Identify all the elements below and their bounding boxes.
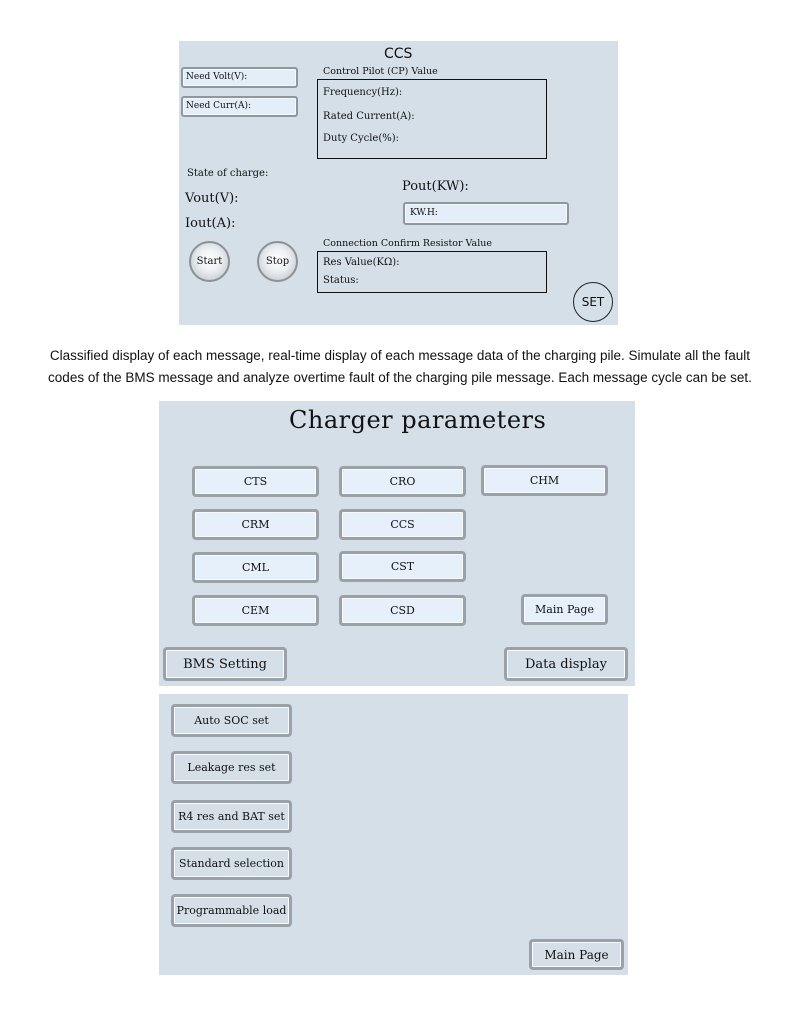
data-display-button[interactable]: Data display [504, 647, 628, 681]
duty-cycle-label: Duty Cycle(%): [323, 133, 399, 144]
pout-label: Pout(KW): [402, 179, 469, 194]
ccs-button[interactable]: CCS [339, 509, 466, 540]
kwh-field[interactable]: KW.H: [403, 202, 569, 225]
ccs-panel [179, 41, 618, 325]
r4-res-bat-set-button[interactable]: R4 res and BAT set [171, 800, 292, 833]
cem-button[interactable]: CEM [192, 595, 319, 626]
programmable-load-button[interactable]: Programmable load [171, 894, 292, 927]
cro-button[interactable]: CRO [339, 466, 466, 497]
need-volt-field[interactable]: Need Volt(V): [181, 67, 298, 88]
vout-label: Vout(V): [185, 191, 239, 206]
standard-selection-button[interactable]: Standard selection [171, 847, 292, 880]
main-page-button[interactable]: Main Page [521, 594, 608, 625]
cp-value-box [317, 79, 547, 159]
charger-parameters-panel [159, 401, 635, 686]
bms-setting-button[interactable]: BMS Setting [163, 647, 287, 681]
main-page-button-settings[interactable]: Main Page [529, 939, 624, 970]
csd-button[interactable]: CSD [339, 595, 466, 626]
stop-button[interactable]: Stop [257, 241, 298, 282]
cp-section-label: Control Pilot (CP) Value [323, 66, 438, 77]
start-button[interactable]: Start [189, 241, 230, 282]
ccs-title: CCS [384, 46, 413, 62]
iout-label: Iout(A): [185, 216, 236, 231]
charger-parameters-title: Charger parameters [289, 406, 547, 434]
caption-line-2: codes of the BMS message and analyze overtime fault of the charging pile message. Each message cycle can be set. [48, 370, 752, 385]
leakage-res-set-button[interactable]: Leakage res set [171, 751, 292, 784]
cst-button[interactable]: CST [339, 551, 466, 582]
rated-current-label: Rated Current(A): [323, 111, 415, 122]
need-curr-field[interactable]: Need Curr(A): [181, 96, 298, 117]
cml-button[interactable]: CML [192, 552, 319, 583]
res-value-label: Res Value(KΩ): [323, 257, 400, 268]
frequency-label: Frequency(Hz): [323, 87, 403, 98]
cts-button[interactable]: CTS [192, 466, 319, 497]
chm-button[interactable]: CHM [481, 465, 608, 496]
state-of-charge-label: State of charge: [187, 168, 269, 179]
resistor-section-label: Connection Confirm Resistor Value [323, 238, 492, 249]
resistor-value-box [317, 251, 547, 293]
crm-button[interactable]: CRM [192, 509, 319, 540]
caption-line-1: Classified display of each message, real-time display of each message data of the charging pile. Simulate all the fault [49, 348, 751, 363]
settings-panel [159, 694, 628, 975]
auto-soc-set-button[interactable]: Auto SOC set [171, 704, 292, 737]
description-caption [20, 345, 780, 389]
status-label: Status: [323, 275, 359, 286]
set-button[interactable]: SET [573, 282, 613, 322]
